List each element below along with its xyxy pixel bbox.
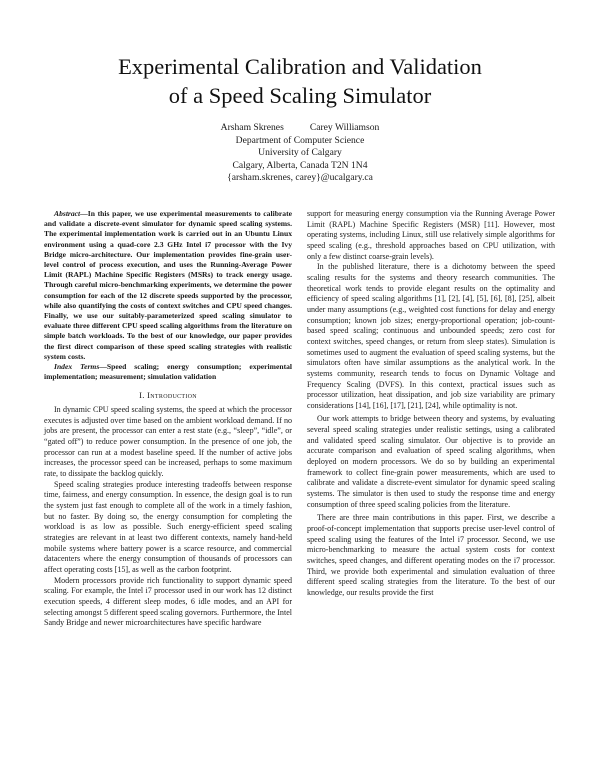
section-numeral: I. (139, 390, 145, 401)
title-line-2: of a Speed Scaling Simulator (168, 83, 432, 108)
department: Department of Computer Science (235, 134, 365, 146)
right-column (307, 209, 555, 599)
author-names (40, 122, 560, 135)
index-terms (44, 362, 292, 382)
title-line-1: Experimental Calibration and Validation (118, 54, 482, 79)
body-paragraph: Modern processors provide rich functionality to support dynamic speed scaling. For example, the Intel i7 processor used in our work has 12 distinct execution speeds, 4 different sleep modes, 6 idle modes, and an API for selecting amongst 5 different speed scaling governors. Furthermore, the Intel Sandy Bridge and newer microarchitectures have specific hardware (44, 575, 292, 628)
body-paragraph: There are three main contributions in this paper. First, we describe a proof-of-concept implementation that supports precise user-level control of speed scaling using the features of the Intel i7 processor. Second, we use micro-benchmarking to measure the actual system costs for context switches, speed changes, and different operating modes on the i7 processor. Third, we provide both experimental and simulation evaluation of three different speed scaling strategies from the literature. To the best of our knowledge, our results provide the first (307, 513, 555, 597)
author-block (40, 122, 560, 185)
university: University of Calgary (258, 147, 342, 159)
body-paragraph: Our work attempts to bridge between theory and systems, by evaluating several speed scaling strategies under realistic settings, using a calibrated and validated speed scaling simulator. Our objective is to provide an accurate comparison and evaluation of speed scaling algorithms, when deployed on modern processors. We do so by building an experimental framework to collect fine-grain power measurements, which are used to calibrate and validate a discrete-event simulator for dynamic speed scaling systems. The simulator is then used to study the response time and energy consumption of three speed scaling policies from the literature. (307, 414, 555, 509)
body-paragraph: In dynamic CPU speed scaling systems, the speed at which the processor executes is adjusted over time based on the ambient workload demand. If no jobs are present, the processor can enter a rest state (e.g., “sleep”, “idle”, or “gated off”) to reduce power consumption. In the presence of one job, the processor can run at a modest baseline speed. If the number of active jobs increases, the processor speed can be increased, perhaps to some maximum rate, to dissipate the backlog quickly. (44, 405, 292, 479)
author-emails: {arsham.skrenes, carey}@ucalgary.ca (227, 172, 373, 184)
body-paragraph: Speed scaling strategies produce interesting tradeoffs between response time, fairness, and energy consumption. In essence, the design goal is to run the system just fast enough to complete all of the work in a timely fashion, but no faster. By doing so, the energy consumption for completing the workload is as low as possible. Such energy-efficient speed scaling strategies are relevant in at least two different contexts, namely hand-held mobile systems where battery power is a scarce resource, and commercial datacenters where the energy consumption of thousands of processors can affect operating costs [15], as well as the carbon footprint. (44, 479, 292, 574)
body-paragraph: In the published literature, there is a dichotomy between the speed scaling results for the systems and theory research communities. The theoretical work tends to provide elegant results on the optimality and efficiency of speed scaling algorithms [1], [2], [4], [5], [6], [8], [25], albeit under many assumptions (e.g., weighted cost functions for delay and energy consumption; known job sizes; energy-proportional operation; job-count-based speed scaling; continuous and unbounded speeds; zero cost for context switches, speed changes, or return from sleep states). Simulation is sometimes used to augment the evaluation of speed scaling systems, but the simulators often have similar assumptions as the analytical work. In the systems community, research tends to focus on Dynamic Voltage and Frequency Scaling (DVFS). In this context, practical issues such as processor utilization, heat dissipation, and job size variability are primary considerations [14], [16], [17], [21], [24], while optimality is not. (307, 262, 555, 410)
index-terms-text: —Speed scaling; energy consumption; experimental implementation; measurement; simulation validation (44, 362, 293, 382)
author-name: Arsham Skrenes (220, 122, 284, 133)
body-paragraph: support for measuring energy consumption via the Running Average Power Limit (RAPL) Machine Specific Registers (MSR) [11]. However, most operating systems, including Linux, still use relatively simple algorithms for speed scaling (e.g., threshold approaches based on CPU utilization, with only a few distinct coarse-grain levels). (307, 209, 555, 261)
section-title: Introduction (147, 390, 197, 401)
address: Calgary, Alberta, Canada T2N 1N4 (232, 159, 368, 171)
abstract-text: —In this paper, we use experimental measurements to calibrate and validate a discrete-event simulator for dynamic speed scaling systems. The experimental implementation work is carried out in an Ubuntu Linux environment using a quad-core 2.3 GHz Intel i7 processor with the Ivy Bridge micro-architecture. Our implementation provides fine-grain user-level control of process execution, and uses the Running-Average Power Limit (RAPL) Machine Specific Registers (MSRs) to track energy usage. Through careful micro-benchmarking experiments, we determine the power consumption for each of the 12 discrete speeds supported by the processor, while also quantifying the costs of context switches and CPU speed changes. Finally, we use our suitably-parameterized speed scaling simulator to evaluate three different CPU speed scaling algorithms from the literature on simple batch workloads. To the best of our knowledge, our paper provides the first direct comparison of these speed scaling strategies with realistic system costs. (44, 209, 292, 361)
section-heading (44, 390, 292, 401)
paper-title (40, 52, 560, 110)
abstract-label: Abstract (54, 209, 81, 218)
author-name: Carey Williamson (309, 122, 380, 133)
left-column (44, 209, 292, 629)
index-terms-label: Index Terms (54, 362, 100, 372)
abstract (44, 209, 292, 362)
